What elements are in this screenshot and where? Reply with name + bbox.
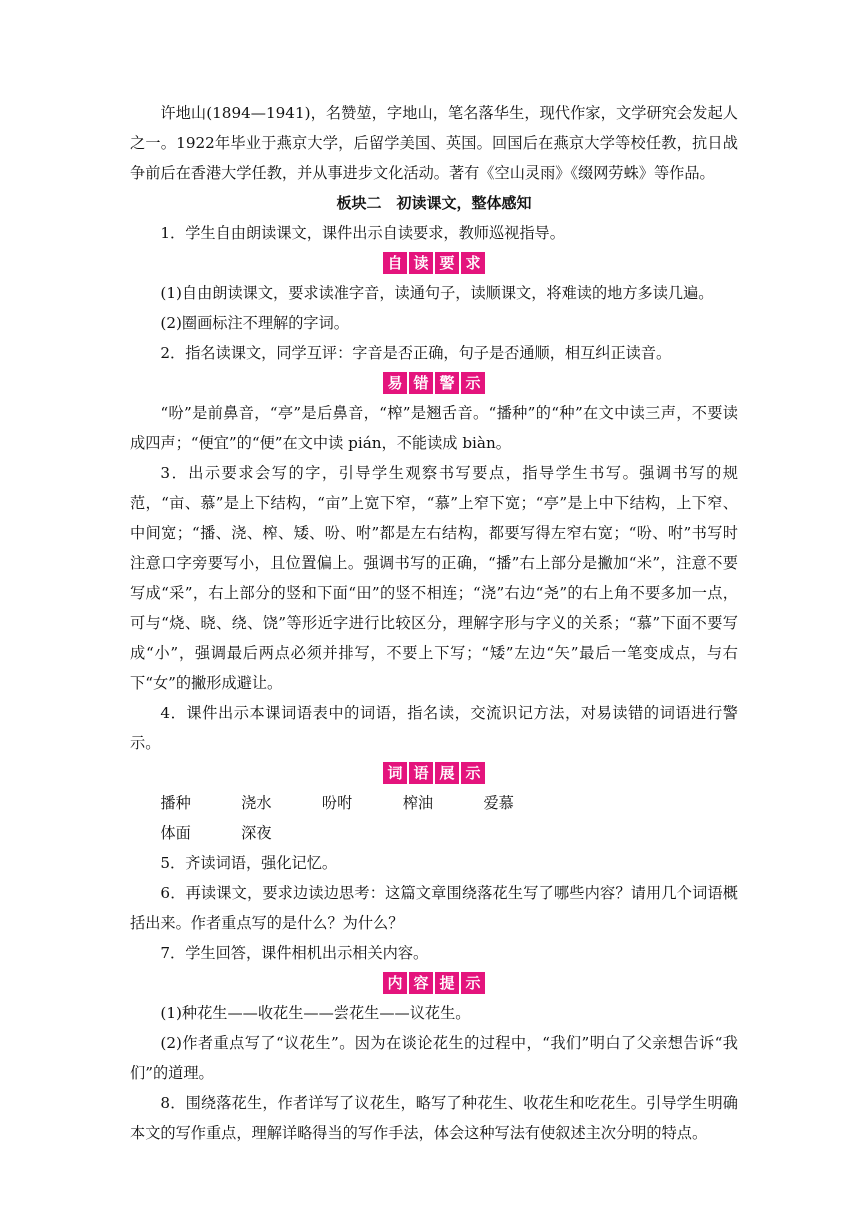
tag-char: 求	[461, 252, 485, 274]
section-title: 板块二 初读课文，整体感知	[336, 194, 532, 212]
tag-char: 提	[435, 972, 459, 994]
tag-zidu-yaoqiu	[130, 248, 738, 278]
word-list-row-1	[130, 788, 738, 818]
author-intro: 许地山(1894—1941)，名赞堃，字地山，笔名落华生，现代作家，文学研究会发起人之一。1922年毕业于燕京大学，后留学美国、英国。回国后在燕京大学等校任教，抗日战争前后在香港大学任教，并从事进步文化活动。著有《空山灵雨》《缀网劳蛛》等作品。	[130, 104, 738, 182]
tag-char: 示	[461, 372, 485, 394]
zidu-item-1: (1)自由朗读课文，要求读准字音，读通句子，读顺课文，将难读的地方多读几遍。	[160, 284, 714, 302]
tag-char: 展	[435, 762, 459, 784]
tag-char: 警	[435, 372, 459, 394]
neirong-item-1: (1)种花生——收花生——尝花生——议花生。	[160, 1004, 471, 1022]
word-item: 榨油	[402, 794, 434, 812]
tag-char: 易	[383, 372, 407, 394]
word-item: 爱慕	[483, 794, 514, 812]
zidu-item-2: (2)圈画标注不理解的字词。	[160, 314, 349, 332]
tag-char: 内	[383, 972, 407, 994]
neirong-item-2: (2)作者重点写了“议花生”。因为在谈论花生的过程中，“我们”明白了父亲想告诉“我们”的道理。	[130, 1034, 738, 1082]
word-list-row-2	[130, 818, 738, 848]
tag-char: 示	[461, 762, 485, 784]
document-page	[130, 98, 738, 1148]
step-3: 3．出示要求会写的字，引导学生观察书写要点，指导学生书写。强调书写的规范，“亩、慕”是上下结构，“亩”上宽下窄，“慕”上窄下宽；“亭”是上中下结构，上下窄、中间宽；“播、浇、榨、矮、吩、咐”都是左右结构，都要写得左窄右宽；“吩、咐”书写时注意口字旁要写小，且位置偏上。强调书写的正确，“播”右上部分是撇加“米”，注意不要写成“采”，右上部分的竖和下面“田”的竖不相连；“浇”右边“尧”的右上角不要多加一点，可与“烧、晓、绕、饶”等形近字进行比较区分，理解字形与字义的关系；“慕”下面不要写成“小”，强调最后两点必须并排写，不要上下写；“矮”左边“矢”最后一笔变成点，与右下“女”的撇形成避让。	[130, 464, 738, 692]
yicuo-text: “吩”是前鼻音，“亭”是后鼻音，“榨”是翘舌音。“播种”的“种”在文中读三声，不要读成四声；“便宜”的“便”在文中读 pián，不能读成 biàn。	[130, 404, 738, 452]
step-5: 5．齐读词语，强化记忆。	[160, 854, 338, 872]
step-6: 6．再读课文，要求边读边思考：这篇文章围绕落花生写了哪些内容？请用几个词语概括出来。作者重点写的是什么？为什么？	[130, 884, 738, 932]
word-item: 浇水	[241, 794, 272, 812]
step-1: 1．学生自由朗读课文，课件出示自读要求，教师巡视指导。	[160, 224, 565, 242]
step-2: 2．指名读课文，同学互评：字音是否正确，句子是否通顺，相互纠正读音。	[160, 344, 672, 362]
tag-ciyu-zhanshi	[130, 758, 738, 788]
tag-char: 容	[409, 972, 433, 994]
step-7: 7．学生回答，课件相机出示相关内容。	[160, 944, 429, 962]
step-8: 8．围绕落花生，作者详写了议花生，略写了种花生、收花生和吃花生。引导学生明确本文的写作重点，理解详略得当的写作手法，体会这种写法有使叙述主次分明的特点。	[130, 1094, 738, 1142]
step-4: 4．课件出示本课词语表中的词语，指名读，交流识记方法，对易读错的词语进行警示。	[130, 704, 738, 752]
tag-char: 错	[409, 372, 433, 394]
word-item: 体面	[160, 824, 191, 842]
tag-char: 要	[435, 252, 459, 274]
word-item: 吩咐	[321, 794, 353, 812]
tag-char: 语	[409, 762, 433, 784]
word-item: 播种	[160, 794, 191, 812]
word-item: 深夜	[241, 824, 272, 842]
tag-char: 示	[461, 972, 485, 994]
tag-yicuo-jingshi	[130, 368, 738, 398]
tag-char: 词	[383, 762, 407, 784]
tag-char: 自	[383, 252, 407, 274]
tag-char: 读	[409, 252, 433, 274]
tag-neirong-tishi	[130, 968, 738, 998]
